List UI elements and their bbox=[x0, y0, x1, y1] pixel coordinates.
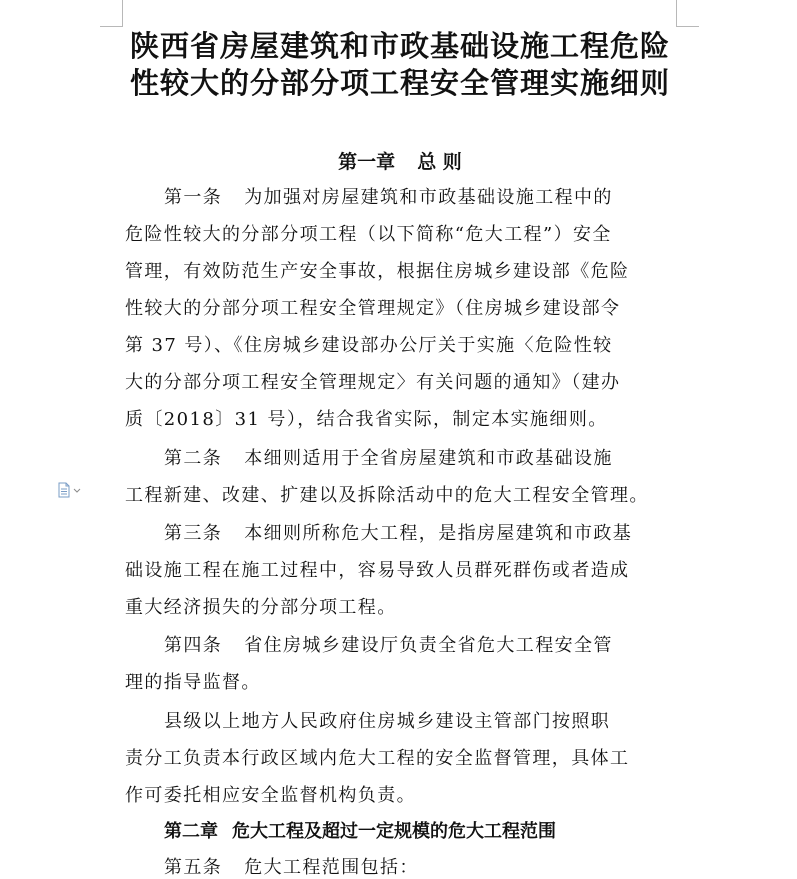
document-title bbox=[110, 28, 690, 102]
article-label: 第一条 bbox=[164, 187, 223, 208]
paragraph-line: 危险性较大的分部分项工程（以下简称“危大工程”）安全 bbox=[125, 224, 612, 245]
document-title-line-1: 陕西省房屋建筑和市政基础设施工程危险 bbox=[129, 29, 670, 63]
paragraph-line: 性较大的分部分项工程安全管理规定》（住房城乡建设部令 bbox=[125, 298, 621, 319]
paragraph-line: 管理，有效防范生产安全事故，根据住房城乡建设部《危险 bbox=[125, 261, 630, 282]
chapter-1-heading bbox=[122, 150, 678, 174]
document-options-icon-graphic bbox=[56, 482, 84, 498]
chapter-2-name: 危大工程及超过一定规模的危大工程范围 bbox=[232, 821, 556, 842]
paragraph-line bbox=[164, 856, 684, 879]
paragraph-line: 质〔2018〕31 号），结合我省实际，制定本实施细则。 bbox=[125, 409, 608, 430]
chapter-1-name: 总 则 bbox=[417, 151, 462, 173]
chapter-2-heading bbox=[164, 820, 684, 844]
paragraph-line bbox=[164, 522, 684, 546]
paragraph-line: 重大经济损失的分部分项工程。 bbox=[125, 597, 397, 618]
article-label: 第四条 bbox=[164, 635, 223, 656]
paragraph-line bbox=[164, 634, 684, 658]
paragraph-line bbox=[164, 447, 684, 471]
paragraph-line: 作可委托相应安全监督机构负责。 bbox=[125, 785, 416, 806]
chapter-2-label: 第二章 bbox=[164, 821, 218, 842]
paragraph-line bbox=[164, 186, 684, 210]
line-text: 本细则适用于全省房屋建筑和市政基础设施 bbox=[244, 448, 613, 469]
paragraph-line: 第 37 号）、《住房城乡建设部办公厅关于实施〈危险性较 bbox=[125, 335, 613, 356]
article-label: 第五条 bbox=[164, 857, 223, 878]
line-text: 为加强对房屋建筑和市政基础设施工程中的 bbox=[244, 187, 613, 208]
article-label: 第三条 bbox=[164, 523, 223, 544]
paragraph-line: 础设施工程在施工过程中，容易导致人员群死群伤或者造成 bbox=[125, 560, 630, 581]
line-text: 省住房城乡建设厅负责全省危大工程安全管 bbox=[244, 635, 613, 656]
paragraph-line: 责分工负责本行政区域内危大工程的安全监督管理，具体工 bbox=[125, 748, 630, 769]
paragraph-line: 县级以上地方人民政府住房城乡建设主管部门按照职 bbox=[164, 711, 611, 732]
paragraph-line: 理的指导监督。 bbox=[125, 672, 261, 693]
line-text: 本细则所称危大工程，是指房屋建筑和市政基 bbox=[244, 523, 633, 544]
paragraph-line: 工程新建、改建、扩建以及拆除活动中的危大工程安全管理。 bbox=[125, 485, 649, 506]
page-corner-mark-top-left bbox=[100, 0, 123, 27]
paragraph-line: 大的分部分项工程安全管理规定〉有关问题的通知》（建办 bbox=[125, 372, 621, 393]
line-text: 危大工程范围包括： bbox=[244, 857, 419, 878]
document-options-icon[interactable] bbox=[56, 482, 84, 498]
article-label: 第二条 bbox=[164, 448, 223, 469]
chapter-1-label: 第一章 bbox=[338, 151, 396, 173]
page-corner-mark-top-right bbox=[676, 0, 699, 27]
document-title-line-2: 性较大的分部分项工程安全管理实施细则 bbox=[129, 66, 670, 100]
